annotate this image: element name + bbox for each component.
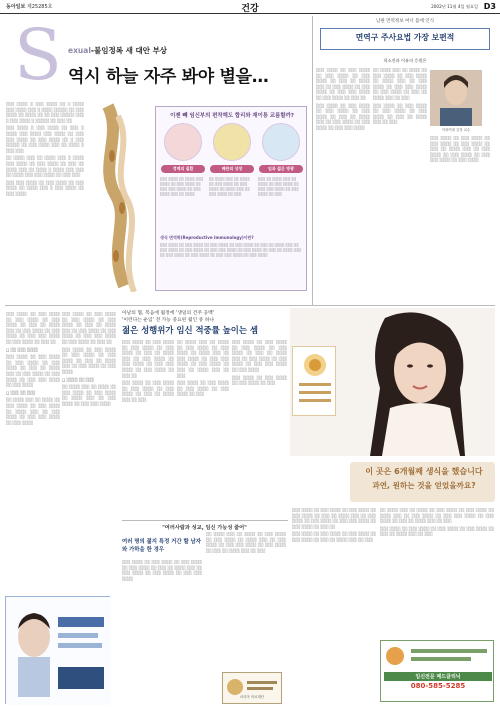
- stamp-label: 마리아 의료재단: [239, 695, 264, 699]
- middle-text-col2: ░░ ░░░░ ░░░ ░░ ░░░░ ░░ ░░░ ░░░░ ░░ ░░░ ░░░░ ░░ ░░░░ ░░░ ░░ ░░░ ░░░░ ░░ ░░░ ░░░ ░░░░ ░░ ░░░ ░░░░ ░░ ░░░ ░░ ░░░░ ░░░ ░░ ░░░ ░░░ ░░░░ ░░ ░░░ ░░░░ ░░ ░░░ ░░░░ ░░ ░░░ ░░░░ ░░ ░░░: [177, 340, 229, 397]
- right-title: 면역구 주사요법 가장 보편적: [355, 33, 455, 42]
- sub-text-col1: ░░░ ░░░░ ░░ ░░░ ░░░░ ░░ ░░░ ░░░░ ░░ ░░░ ░░░░ ░░ ░░░ ░░ ░░░░ ░░░ ░░ ░░░ ░░░░ ░░ ░░░ ░░░░ ░░ ░░░ ░░░ ░░░░: [122, 560, 202, 581]
- author-photo: [430, 70, 482, 126]
- clinic-stamp: [222, 672, 282, 704]
- lower-text-col2: ░░░ ░░░░ ░░ ░░░ ░░░░ ░░ ░░░ ░░░░ ░░ ░░░ ░░░░ ░░ ░░░ ░░ ░░░░ ░░░ ░░ ░░░ ░░░░ ░░ ░░░ ░░░░ ░░ ░░░ ░░░ ░░░░ ░░ ░░░ ░░░░ ░░ ░░░ ░░ ░░░ ░░░░ ░░ ░░░ ░░░░ ░░ ░░░ ░░░░ ░░ ░░░ ░░░░ ░░ ░░░ ░░ ░░░░ ░░░ ░░ ░░░ ░░░░ ░░ ░░░ ░░░░ □ ░░░░ ░░ ░░░ ░░ ░░░░ ░░░ ░░ ░░░░ ░░ ░░░ ░░░░ ░░ ░░░ ░░░░ ░░ ░░░░ ░░░ ░░ ░░░ ░░░░ ░░ ░░░ ░░░ ░░░░: [62, 312, 116, 406]
- info-box-text-1: ░░░ ░░░░ ░░ ░░░░ ░░░ ░░░░ ░░ ░░░ ░░░░ ░░ ░░░ ░░░ ░░░░ ░░ ░░░ ░░░░ ░░░ ░░ ░░░░: [160, 177, 204, 196]
- lower-text-col1: ░░░ ░░░░ ░░ ░░░ ░░░░ ░░ ░░░ ░░░░ ░░ ░░░ ░░░░ ░░ ░░░ ░░ ░░░░ ░░░ ░░ ░░░ ░░░░ ░░ ░░░ ░░░░ ░░ ░░░ ░░░ ░░░░ ░░ ░░░ ░░░░ ░░ ░░░ ░░ □ ░░ ░░░ ░░░░ ░░░ ░░░░ ░░ ░░░ ░░░░ ░░ ░░░ ░░░░ ░░ ░░░ ░░░░ ░░ ░░░ ░░ ░░░░ ░░░ ░░ ░░░ ░░░░ ░░ ░░░ ░░░░ ░░ ░░░ ░░░ ░░░░ ░░ ░░░ ░░░░ □ ░░░ ░░ ░░░ ░░ ░░░░ ░░░ ░░ ░░░░ ░░ ░░░ ░░░░ ░░ ░░░ ░░░░ ░░ ░░░░ ░░░ ░░ ░░░ ░░░░ ░░ ░░░ ░░░ ░░░░ ░░ ░░░ ░░░░: [6, 312, 60, 425]
- feature-photo: [88, 96, 152, 292]
- info-box-text-2: ░░ ░░░░ ░░░ ░░ ░░░░ ░░ ░░░ ░░░░ ░░ ░░░ ░░░░ ░░ ░░░░ ░░░ ░░ ░░░ ░░░░ ░░ ░░░: [209, 177, 250, 196]
- right-text-col2: ░░ ░░░░ ░░░ ░░ ░░░░ ░░ ░░░ ░░░░ ░░ ░░░ ░░░░ ░░ ░░░░ ░░░ ░░ ░░░ ░░░░ ░░ ░░░ ░░░ ░░░░ ░░ ░░░ ░░░░ ░░ ░░░ ░░ ░░░░ ░░░ ░░ ░░░ ░░░ ░░░░ ░░ ░░░ ░░░░ ░░ ░░░ ░░░░ ░░ ░░░ ░░░░ ░░ ░░░ ░░ ░░░░ ░░░ ░░ ░░░: [373, 68, 427, 125]
- sperm-circle-image: [164, 123, 202, 161]
- middle-text-col3: ░░░ ░░░░ ░░ ░░░ ░░░░ ░░ ░░░ ░░░░ ░░ ░░░ ░░░░ ░░ ░░░ ░░ ░░░░ ░░░ ░░ ░░░ ░░░░ ░░ ░░░ ░░░░ ░░ ░░░ ░░░ ░░░░ ░░ ░░░ ░░░░ ░░░ ░░░░ ░░ ░░░ ░░░░ ░░ ░░░ ░░░░ ░░ ░░░: [232, 340, 287, 386]
- ad-clinic-name: 임신전문 메드클리닉: [384, 672, 492, 681]
- page-number: D3: [483, 1, 496, 11]
- middle-kicker: 아날의 협, 복음에 월정에 '생일의 건주 공백' '이런다는 운임' 전 가능 중요된 월인 중 하나: [122, 311, 215, 323]
- right-text-col1: ░░░ ░░░░ ░░ ░░░ ░░░░ ░░ ░░░ ░░░░ ░░ ░░░ ░░░░ ░░ ░░░ ░░ ░░░░ ░░░ ░░ ░░░ ░░░░ ░░ ░░░ ░░░░ ░░ ░░░ ░░░ ░░░░ ░░ ░░░ ░░░░ ░░ ░░░ ░░ ░░░ ░░░░ ░░ ░░░ ░░░░ ░░ ░░░ ░░░░ ░░ ░░░ ░░░░ ░░ ░░░ ░░ ░░░░ ░░░ ░░ ░░░ ░░░░ ░░ ░░░ ░░░░ ░░ ░░░ ░░░ ░░░░: [316, 68, 370, 130]
- circle-label-1: 정액의 질환: [161, 165, 205, 173]
- sub-article-question: 여러 명의 젊지 특정 거간 할 남자와 가하을 한 경우: [122, 539, 201, 553]
- right-subtitle: 희소진과 이유의 응원은: [383, 58, 427, 63]
- middle-text-col1: ░░░ ░░░░ ░░ ░░░ ░░░░ ░░ ░░░ ░░░░ ░░ ░░░ ░░░░ ░░ ░░░ ░░ ░░░░ ░░░ ░░ ░░░ ░░░░ ░░ ░░░ ░░░░ ░░ ░░░ ░░░ ░░░░ ░░ ░░░ ░░░░ ░░ ░░░ ░░ ░░░ ░░░░ ░░ ░░░ ░░░░ ░░ ░░░ ░░░░ ░░ ░░░ ░░░░ ░░ ░░░ ░░ ░░░░ ░░░ ░░ ░░░: [122, 340, 174, 402]
- info-box-title: 이젠 빼 임신부의 편착해도 합리와 재이통 교름할까?: [170, 113, 294, 119]
- body-text-col1: ░░░ ░░░░ ░ ░░░ ░░░░ ░░ ░ ░░░░ ░░░ ░░░░ ░░░ ░ ░░░░ ░░░░░ ░░ ░░░ ░░░░ ░░ ░░░░ ░░ ░░ ░░░ ░░░░░ ░░░ ░ ░░░ ░░░░ ░ ░░░░░ ░░ ░░░ ░░ ░░░ ░░░░ ░ ░░░ ░░░░ ░░ ░░░ ░ ░░░░ ░░░ ░░░░ ░░░ ░░░░ ░░ ░░░ ░░░ ░░░░ ░░ ░░░ ░░░░ ░░ ░ ░░░ ░░░░░ ░░ ░░░ ░░░░ ░░░ ░░ ░░░░ ░ ░░░ ░░░ ░░ ░░░░ ░░░ ░░ ░░░░ ░░░ ░ ░░░░ ░░░ ░░░░ ░░ ░░░ ░░░░ ░░ ░░░ ░░ ░░░░ ░░░ ░░ ░░░░ ░ ░░░░ ░░░ ░░░ ░░ ░░░░ ░░░ ░░░ ░░░░ ░░ ░░░ ░░░ ░░░ ░░░ ░░░░ ░░ ░░░ ░░░░ ░░ ░░░ ░░░░ ░░ ░░░░ ░░░ ░ ░░░ ░░░░ ░░ ░░░ ░░░░: [6, 102, 84, 196]
- right-text-col3: ░░░ ░░░░ ░░ ░░░ ░░░░ ░░ ░░░ ░░░░ ░░ ░░░ ░░░░ ░░ ░░░ ░░ ░░░░ ░░░ ░░ ░░░ ░░░░ ░░ ░░░ ░░░░ ░░ ░░░ ░░░ ░░░░ ░░ ░░░ ░░░░: [430, 136, 490, 163]
- drop-letter: S: [14, 14, 62, 96]
- right-kicker: 남편 면역정보 여너 몸에 인식: [376, 19, 434, 24]
- author-caption: 이화여대 김정 교수: [441, 128, 471, 132]
- left-advertisement: [5, 596, 110, 704]
- mid-divider: [122, 520, 288, 521]
- ad-line-2: 과연, 원하는 것을 얻었을까요?: [372, 481, 476, 490]
- info-box-text-4: ░░░ ░░░░ ░░ ░░░ ░░░░ ░░ ░░░ ░░░░ ░░ ░░░ ░░░░ ░░ ░░░ ░░ ░░░░ ░░░ ░░ ░░░ ░░░░ ░░ ░░░ ░░░░ ░░ ░░░ ░░░ ░░░░ ░░ ░░░ ░░░░ ░░ ░░░ ░░ ░░░░ ░░░ ░░ ░░░ ░░░░ ░░ ░░░ ░░░░ ░░ ░░░ ░░░ ░░░░ ░░ ░░░ ░░░░: [160, 243, 302, 257]
- page-header: [0, 0, 500, 14]
- sub-article-kicker: "여러사람과 성교, 임신 가능성 줄어": [162, 525, 247, 531]
- ad-text-col2: ░░ ░░░░ ░░░ ░░ ░░░░ ░░ ░░░ ░░░░ ░░ ░░░ ░░░░ ░░ ░░░░ ░░░ ░░ ░░░ ░░░░ ░░ ░░░ ░░░ ░░░░ ░░ ░░░ ░░░░ ░░ ░░░ ░░ ░░░░ ░░░ ░░ ░░░ ░░░ ░░░░ ░░ ░░░ ░░░░ ░░ ░░░ ░░░░ ░░ ░░░ ░░░░ ░░ ░░░ ░░ ░░░░ ░░░ ░░ ░░░: [380, 508, 494, 537]
- middle-headline: 젊은 성행위가 임신 적중률 높이는 셈: [122, 325, 258, 335]
- paper-name: 동아일보 제25285호: [6, 4, 53, 10]
- ovulation-circle-image: [213, 123, 251, 161]
- feature-kicker: exual-불임정복 새 대안 부상: [68, 46, 168, 55]
- info-box: [155, 106, 307, 291]
- circle-label-3: 임과 젊은 방광: [259, 165, 303, 173]
- info-box-text-3: ░░░ ░░ ░░░░ ░░░ ░░ ░░░░ ░░ ░░░ ░░░░ ░░ ░░░ ░░░ ░░░░ ░░ ░░░ ░░░░ ░░ ░░░: [258, 177, 299, 196]
- issue-date: 2002년 11월 4일 월요일: [431, 4, 478, 9]
- feature-headline: 역시 하늘 자주 봐야 별을…: [68, 67, 269, 87]
- ad-phone-number: 080-585-5285: [410, 682, 466, 690]
- info-box-subtitle: 생식 면역학(Reproductive Immunology)이란?: [160, 235, 254, 240]
- sub-text-col2: ░░ ░░░░ ░░░ ░░ ░░░░ ░░ ░░░ ░░░░ ░░ ░░░ ░░░░ ░░ ░░░░ ░░░ ░░ ░░░ ░░░░ ░░ ░░░ ░░░ ░░░░ ░░ ░░░ ░░░░ ░░ ░░░ ░░ ░░░░ ░░░ ░░ ░░░: [206, 532, 286, 553]
- section-divider: [5, 305, 495, 306]
- circle-label-2: 배란의 상장: [210, 165, 254, 173]
- ad-line-1: 이 곳은 6개월째 생식을 했습니다: [365, 467, 483, 476]
- bladder-circle-image: [262, 123, 300, 161]
- ad-text-col1: ░░░ ░░░░ ░░ ░░░ ░░░░ ░░ ░░░ ░░░░ ░░ ░░░ ░░░░ ░░ ░░░ ░░ ░░░░ ░░░ ░░ ░░░ ░░░░ ░░ ░░░ ░░░░ ░░ ░░░ ░░░ ░░░░ ░░ ░░░ ░░░░ ░░ ░░░ ░░ ░░░ ░░░░ ░░ ░░░ ░░░░ ░░ ░░░ ░░░░ ░░ ░░░ ░░░░ ░░ ░░░ ░░ ░░░░ ░░░ ░░ ░░░: [292, 508, 376, 542]
- column-divider: [312, 16, 313, 306]
- bottom-advertisement: [380, 640, 494, 702]
- section-title: 건강: [241, 4, 259, 14]
- clinic-logo-badge: [292, 346, 336, 416]
